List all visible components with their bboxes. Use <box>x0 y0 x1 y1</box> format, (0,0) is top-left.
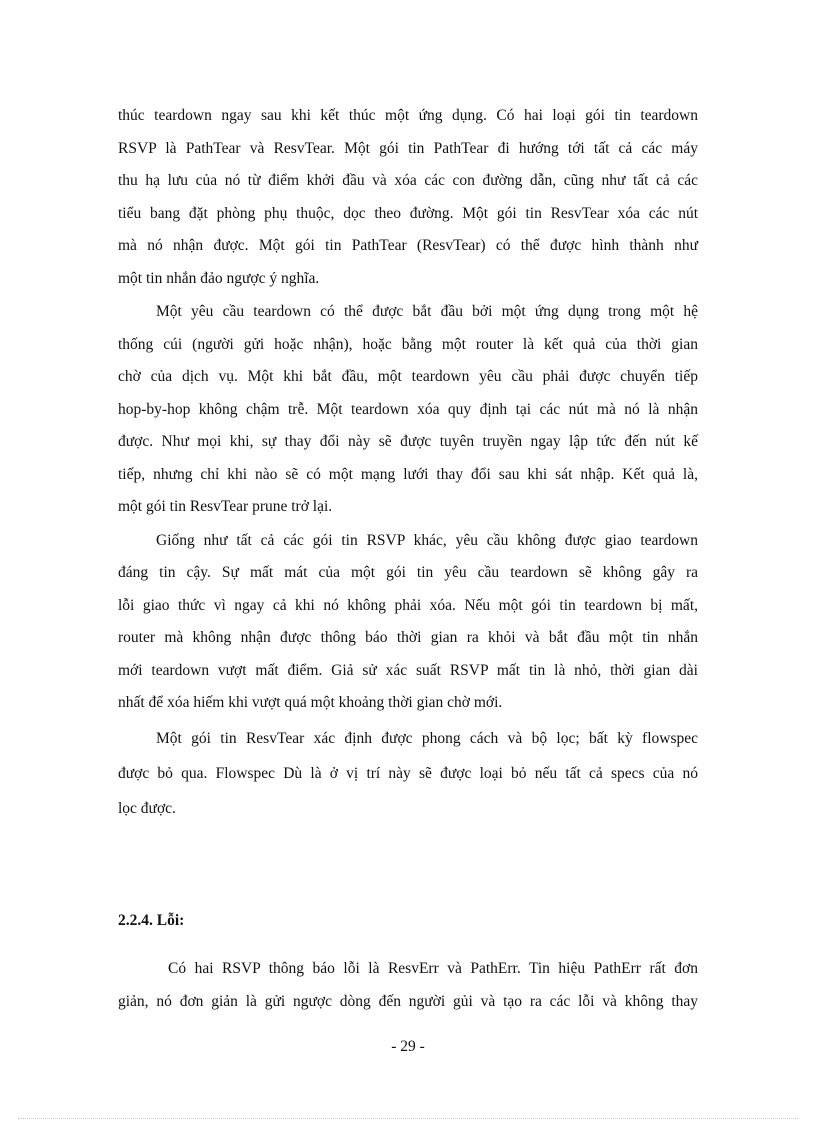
text-line: nhất để xóa hiếm khi vượt quá một khoảng thời gian chờ mới. <box>118 694 503 711</box>
text-line: Một yêu cầu teardown có thể được bắt đầu bởi một ứng dụng trong một hệ <box>156 303 698 320</box>
text-line: RSVP là PathTear và ResvTear. Một gói tin PathTear đi hướng tới tất cả các máy <box>118 139 698 157</box>
page-bottom-divider <box>18 1118 798 1119</box>
paragraph-teardown-types <box>118 100 698 295</box>
text-line: giản, nó đơn giản là gửi ngược dòng đến người gủi và tạo ra các lỗi và không thay <box>118 993 698 1010</box>
text-line: Có hai RSVP thông báo lỗi là ResvErr và PathErr. Tin hiệu PathErr rất đơn <box>168 960 698 977</box>
text-line: router mà không nhận được thông báo thời gian ra khỏi và bắt đầu một tin nhắn <box>118 629 698 646</box>
section-heading: 2.2.4. Lỗi: <box>118 912 185 929</box>
text-line: thu hạ lưu của nó từ điểm khởi đầu và xóa các con đường dẫn, cũng như tất cả các <box>118 172 698 189</box>
text-line: đáng tin cậy. Sự mất mát của một gói tin yêu cầu teardown sẽ không gây ra <box>118 564 698 581</box>
body-text <box>118 100 698 826</box>
paragraph-teardown-request <box>118 296 698 524</box>
text-line: Một gói tin ResvTear xác định được phong cách và bộ lọc; bất kỳ flowspec <box>156 729 698 747</box>
text-line: được. Như mọi khi, sự thay đổi này sẽ được tuyên truyền ngay lập tức đến nút kế <box>118 433 698 450</box>
text-line: một gói tin ResvTear prune trở lại. <box>118 498 333 515</box>
page-number: - 29 - <box>391 1038 425 1055</box>
text-line: lọc được. <box>118 799 176 817</box>
text-line: tiếp, nhưng chỉ khi nào sẽ có một mạng lưới thay đổi sau khi sát nhập. Kết quả là, <box>118 465 698 483</box>
text-line: thống cúi (người gửi hoặc nhận), hoặc bằng một router là kết quả của thời gian <box>118 335 698 353</box>
text-line: thúc teardown ngay sau khi kết thúc một ứng dụng. Có hai loại gói tin teardown <box>118 107 698 124</box>
paragraph-teardown-reliability <box>118 525 698 720</box>
text-line: mà nó nhận được. Một gói tin PathTear (ResvTear) có thể được hình thành như <box>118 237 698 254</box>
paragraph-resvtear-filter <box>118 721 698 826</box>
text-line: hop-by-hop không chậm trễ. Một teardown xóa quy định tại các nút mà nó là nhận <box>118 400 698 418</box>
text-line: lỗi giao thức vì ngay cả khi nó không phải xóa. Nếu một gói tin teardown bị mất, <box>118 596 698 614</box>
text-line: Giống như tất cả các gói tin RSVP khác, yêu cầu không được giao teardown <box>156 531 698 549</box>
text-line: tiểu bang đặt phòng phụ thuộc, dọc theo đường. Một gói tin ResvTear xóa các nút <box>118 204 698 222</box>
paragraph-errors <box>118 952 698 1018</box>
text-line: mới teardown vượt mất điểm. Giả sử xác suất RSVP mất tin là nhỏ, thời gian dài <box>118 661 698 679</box>
text-line: chờ của dịch vụ. Một khi bắt đầu, một teardown yêu cầu phải được chuyển tiếp <box>118 368 698 385</box>
text-line: một tin nhắn đảo ngược ý nghĩa. <box>118 269 320 287</box>
text-line: được bỏ qua. Flowspec Dù là ở vị trí này sẽ được loại bỏ nếu tất cả specs của nó <box>118 764 698 782</box>
